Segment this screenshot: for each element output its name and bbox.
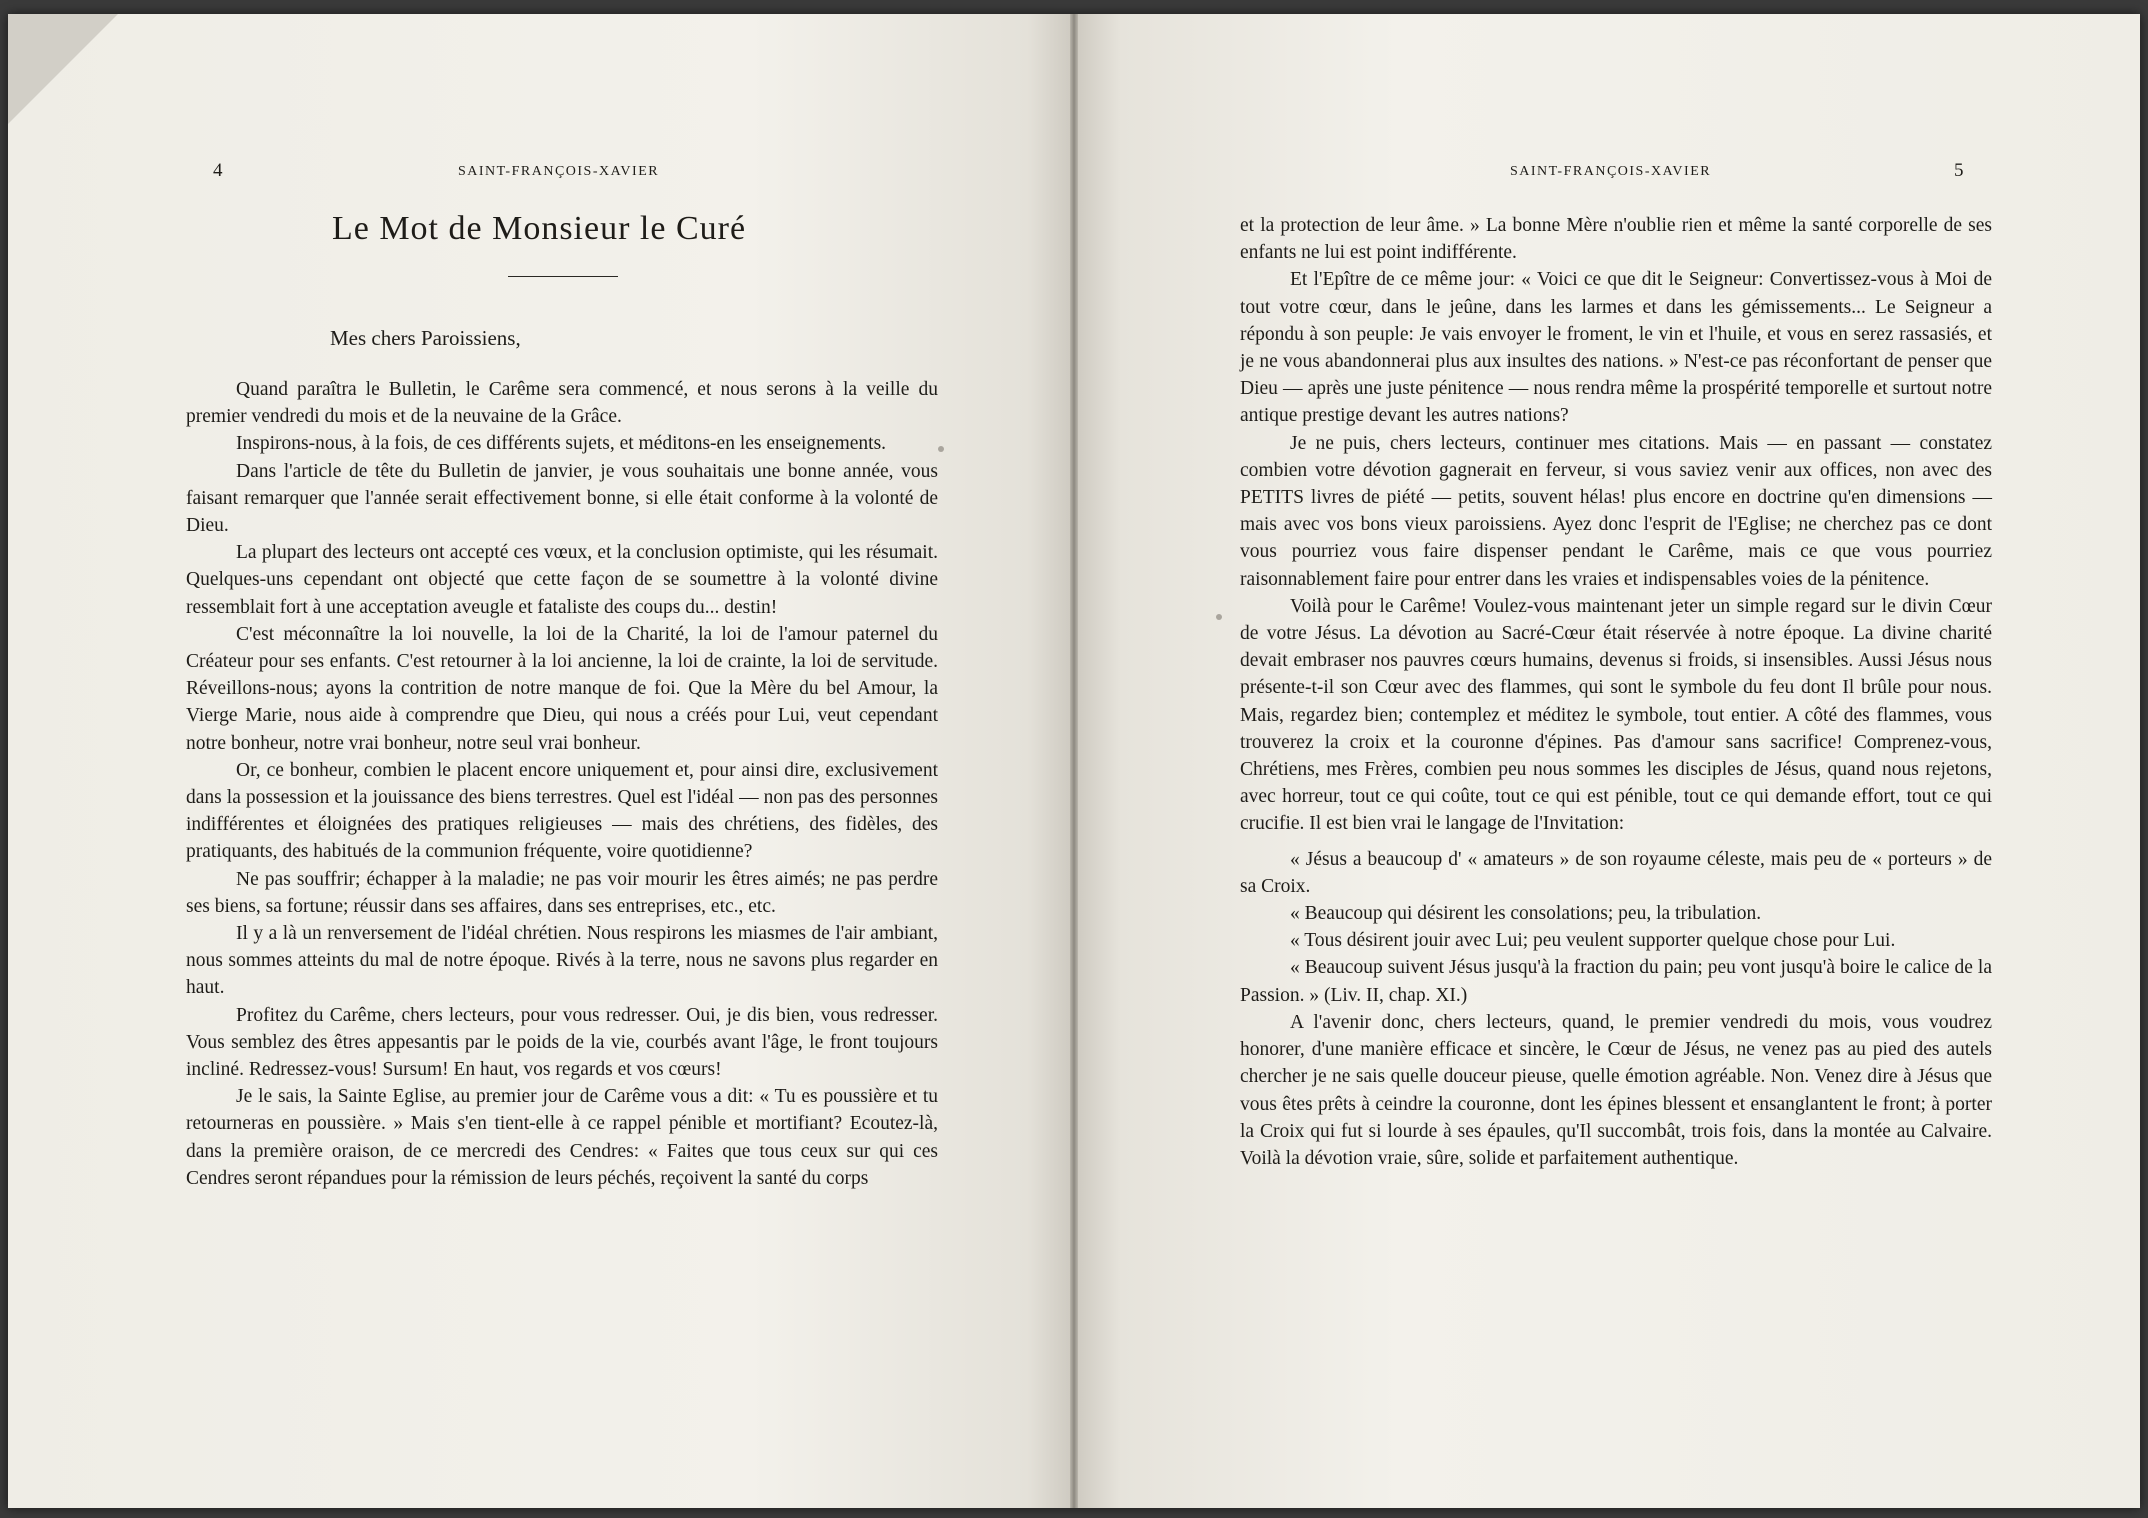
page-corner-wear xyxy=(8,14,118,124)
quotation: « Jésus a beaucoup d' « amateurs » de son royaume céleste, mais peu de « porteurs » de sa Croix. xyxy=(1240,848,1992,897)
left-page xyxy=(8,14,1070,1508)
page-number: 5 xyxy=(1954,160,1964,181)
title-rule xyxy=(508,276,618,277)
paper-speck xyxy=(1216,614,1222,620)
paragraph: Inspirons-nous, à la fois, de ces différents sujets, et méditons-en les enseignements. xyxy=(236,433,887,455)
running-head: SAINT-FRANÇOIS-XAVIER xyxy=(458,164,660,179)
paragraph: Je ne puis, chers lecteurs, continuer mes citations. Mais — en passant — constatez combien votre dévotion gagnerait en ferveur, si vous saviez venir aux offices, non avec des PETITS livres de piété — petits, souvent hélas! plus encore en doctrine qu'en dimensions — mais avec vos bons vieux paroissiens. Ayez donc l'esprit de l'Eglise; ne cherchez pas ce dont vous pourriez vous faire dispenser pendant le Carême, mais ce que vous pourriez raisonnablement faire pour entrer dans les vraies et indispensables voies de la pénitence. xyxy=(1240,432,1992,590)
left-body-text xyxy=(186,376,938,1192)
paragraph: Voilà pour le Carême! Voulez-vous maintenant jeter un simple regard sur le divin Cœur de votre Jésus. La dévotion au Sacré-Cœur était réservée à notre époque. La divine charité devait embraser nos pauvres cœurs humains, devenus si froids, si insensibles. Aussi Jésus nous présente-t-il son Cœur avec des flammes, qui sont le symbole du feu dont Il brûle pour nous. Mais, regardez bien; contemplez et méditez le symbole, tout entier. A côté des flammes, vous trouverez la croix et la couronne d'épines. Pas d'amour sans sacrifice! Comprenez-vous, Chrétiens, mes Frères, combien peu nous sommes les disciples de Jésus, quand nous rejetons, avec horreur, tout ce qui coûte, tout ce qui est pénible, tout ce qui demande effort, tout ce qui crucifie. Il est bien vrai le langage de l'Invitation: xyxy=(1240,595,1992,835)
paper-speck xyxy=(938,446,944,452)
salutation: Mes chers Paroissiens, xyxy=(330,326,521,350)
paragraph: Quand paraîtra le Bulletin, le Carême sera commencé, et nous serons à la veille du premier vendredi du mois et de la neuvaine de la Grâce. xyxy=(186,379,938,428)
quotation: « Beaucoup qui désirent les consolations; peu, la tribulation. xyxy=(1290,903,1762,925)
paragraph: Je le sais, la Sainte Eglise, au premier jour de Carême vous a dit: « Tu es poussière et tu retourneras en poussière. » Mais s'en tient-elle à ce rappel pénible et mortifiant? Ecoutez-là, dans la première oraison, de ce mercredi des Cendres: « Faites que tous ceux sur qui ces Cendres seront répandues pour la rémission de leurs péchés, reçoivent la santé du corps xyxy=(186,1086,938,1189)
paragraph: La plupart des lecteurs ont accepté ces vœux, et la conclusion optimiste, qui les résumait. Quelques-uns cependant ont objecté que cette façon de se soumettre à la volonté divine ressemblait fort à une acceptation aveugle et fataliste des coups du... destin! xyxy=(186,542,938,618)
quotation: « Beaucoup suivent Jésus jusqu'à la fraction du pain; peu vont jusqu'à boire le calice de la Passion. » (Liv. II, chap. XI.) xyxy=(1240,957,1992,1006)
page-number: 4 xyxy=(213,160,223,181)
paragraph: Il y a là un renversement de l'idéal chrétien. Nous respirons les miasmes de l'air ambiant, nous sommes atteints du mal de notre époque. Rivés à la terre, nous ne savons plus regarder en haut. xyxy=(186,923,938,999)
quotation: « Tous désirent jouir avec Lui; peu veulent supporter quelque chose pour Lui. xyxy=(1290,930,1896,952)
paragraph: Or, ce bonheur, combien le placent encore uniquement et, pour ainsi dire, exclusivement dans la possession et la jouissance des biens terrestres. Quel est l'idéal — non pas des personnes indifférentes et éloignées des pratiques religieuses — mais des chrétiens, des fidèles, des pratiquants, des habitués de la communion fréquente, voire quotidienne? xyxy=(186,759,938,863)
paragraph: Et l'Epître de ce même jour: « Voici ce que dit le Seigneur: Convertissez-vous à Moi de tout votre cœur, dans le jeûne, dans les larmes et dans les gémissements... Le Seigneur a répondu à son peuple: Je vais envoyer le froment, le vin et l'huile, et vous en serez rassasiés, et je ne vous abandonnerai plus aux insultes des nations. » N'est-ce pas réconfortant de penser que Dieu — après une juste pénitence — nous rendra même la prospérité temporelle et surtout notre antique prestige devant les autres nations? xyxy=(1240,269,1992,427)
right-page xyxy=(1078,14,2140,1508)
right-body-text xyxy=(1240,212,1992,1172)
paragraph: C'est méconnaître la loi nouvelle, la loi de la Charité, la loi de l'amour paternel du Créateur pour ses enfants. C'est retourner à la loi ancienne, la loi de crainte, la loi de servitude. Réveillons-nous; ayons la contrition de notre manque de foi. Que la Mère du bel Amour, la Vierge Marie, nous aide à comprendre que Dieu, qui nous a créés pour Lui, veut cependant notre bonheur, notre vrai bonheur, notre seul vrai bonheur. xyxy=(186,623,938,754)
paragraph: Dans l'article de tête du Bulletin de janvier, je vous souhaitais une bonne année, vous faisant remarquer que l'année serait effectivement bonne, si elle était conforme à la volonté de Dieu. xyxy=(186,460,938,537)
paragraph: A l'avenir donc, chers lecteurs, quand, le premier vendredi du mois, vous voudrez honorer, d'une manière efficace et sincère, le Cœur de Jésus, ne venez pas au pied des autels chercher je ne sais quelle douceur pieuse, quelle émotion agréable. Non. Venez dire à Jésus que vous êtes prêts à ceindre la couronne, dont les épines blessent et ensanglantent le front; à porter la Croix qui fut si lourde à ses épaules, qu'Il succombât, trois fois, dans la montée au Calvaire. Voilà la dévotion vraie, sûre, solide et parfaitement authentique. xyxy=(1240,1011,1992,1169)
booklet-spread xyxy=(8,14,2140,1508)
paragraph: Ne pas souffrir; échapper à la maladie; ne pas voir mourir les êtres aimés; ne pas perdre ses biens, sa fortune; réussir dans ses affaires, dans ses entreprises, etc., etc. xyxy=(186,868,938,917)
article-title: Le Mot de Monsieur le Curé xyxy=(331,210,747,247)
paragraph: Profitez du Carême, chers lecteurs, pour vous redresser. Oui, je dis bien, vous redresser. Vous semblez des êtres appesantis par le poids de la vie, courbés avant l'âge, le front toujours incliné. Redressez-vous! Sursum! En haut, vos regards et vos cœurs! xyxy=(186,1004,938,1081)
binding-gutter xyxy=(1070,14,1078,1508)
paragraph: et la protection de leur âme. » La bonne Mère n'oublie rien et même la santé corporelle de ses enfants ne lui est point indifférente. xyxy=(1240,215,1992,264)
running-head: SAINT-FRANÇOIS-XAVIER xyxy=(1510,164,1712,179)
